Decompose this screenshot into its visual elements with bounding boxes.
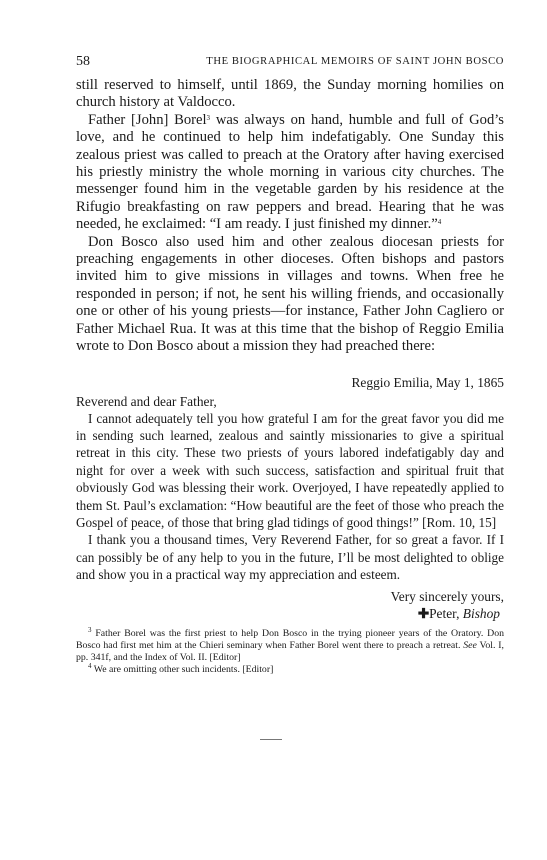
- footnote-ref-4[interactable]: 4: [437, 218, 442, 227]
- signature-name: Peter,: [429, 605, 463, 621]
- paragraph-2-start: Father [John] Borel: [88, 111, 207, 128]
- paragraph-3: Don Bosco also used him and other zealous diocesan priests for preaching engagements in other dioceses. Often bishops and pastors invited him to give missions in villages and towns. When free he responded in person; if not, he sent his willing friends, and occasionally one or other of his young priests—for instance, Father John Cagliero or Father Michael Rua. It was at this time that the bishop of Reggio Emilia wrote to Don Bosco about a mission they had preached there:: [76, 233, 504, 355]
- letter-salutation: Reverend and dear Father,: [76, 393, 217, 409]
- footnotes: [76, 625, 504, 676]
- footnote-ref-3[interactable]: 3: [206, 113, 211, 122]
- page-header: [76, 54, 504, 72]
- letter-signature: [76, 605, 504, 622]
- letter-paragraph-1: I cannot adequately tell you how grateful I am for the great favor you did me in sending such learned, zealous and saintly missionaries to give a spiritual retreat in this city. These two priests of yours labored indefatigably day and night for over a week with such success, satisfaction and spiritual fruit that obviously God was blessing their work. Overjoyed, I have repeatedly applied to them St. Paul’s exclamation: “How beautiful are the feet of those who preach the Gospel of peace, of those that bring glad tidings of good things!” [Rom. 10, 15]: [76, 410, 504, 530]
- footnote-3-marker: 3: [88, 625, 92, 634]
- footnote-4-text: We are omitting other such incidents. [Editor]: [91, 663, 274, 675]
- paragraph-1: still reserved to himself, until 1869, the Sunday morning homilies on church history at Valdocco.: [76, 77, 504, 111]
- paragraph-2-rest: was always on hand, humble and full of God’s love, and he continued to help him indefatigably. One Sunday this zealous priest was called to preach at the Oratory after having exercised his priestly ministry the whole morning in various city churches. The messenger found him in the vegetable garden by his residence at the Rifugio breakfasting on raw peppers and bread. Hearing that he was needed, he exclaimed: “I am ready. I just finished my dinner.”: [76, 111, 504, 233]
- section-divider: [260, 739, 282, 740]
- footnote-4-marker: 4: [88, 661, 92, 670]
- main-text: [76, 77, 504, 356]
- cross-icon: ✚: [417, 605, 430, 621]
- footnote-3-text-end: Vol. I, pp. 341f, and the Index of Vol. II. [Editor]: [76, 639, 504, 663]
- paragraph-2: [76, 112, 504, 234]
- page-number: 58: [76, 54, 90, 69]
- letter-date: Reggio Emilia, May 1, 1865: [351, 374, 504, 390]
- footnote-3-see: See: [463, 639, 477, 651]
- footnote-4: [76, 661, 504, 676]
- page-body: [76, 77, 504, 676]
- footnote-3: [76, 625, 504, 664]
- quoted-letter: [76, 374, 504, 622]
- letter-paragraph-2: I thank you a thousand times, Very Reverend Father, for so great a favor. If I can possibly be of any help to you in the future, I’ll be most delighted to oblige and show you in a practical way my appreciation and esteem.: [76, 532, 504, 583]
- running-title: THE BIOGRAPHICAL MEMOIRS OF SAINT JOHN BOSCO: [206, 56, 504, 67]
- letter-closing: Very sincerely yours,: [390, 588, 504, 604]
- signature-title: Bishop: [462, 605, 500, 621]
- footnote-3-text: Father Borel was the first priest to help Don Bosco in the trying pioneer years of the Oratory. Don Bosco had first met him at the Chieri seminary when Father Borel went there to preach a retreat.: [76, 627, 504, 651]
